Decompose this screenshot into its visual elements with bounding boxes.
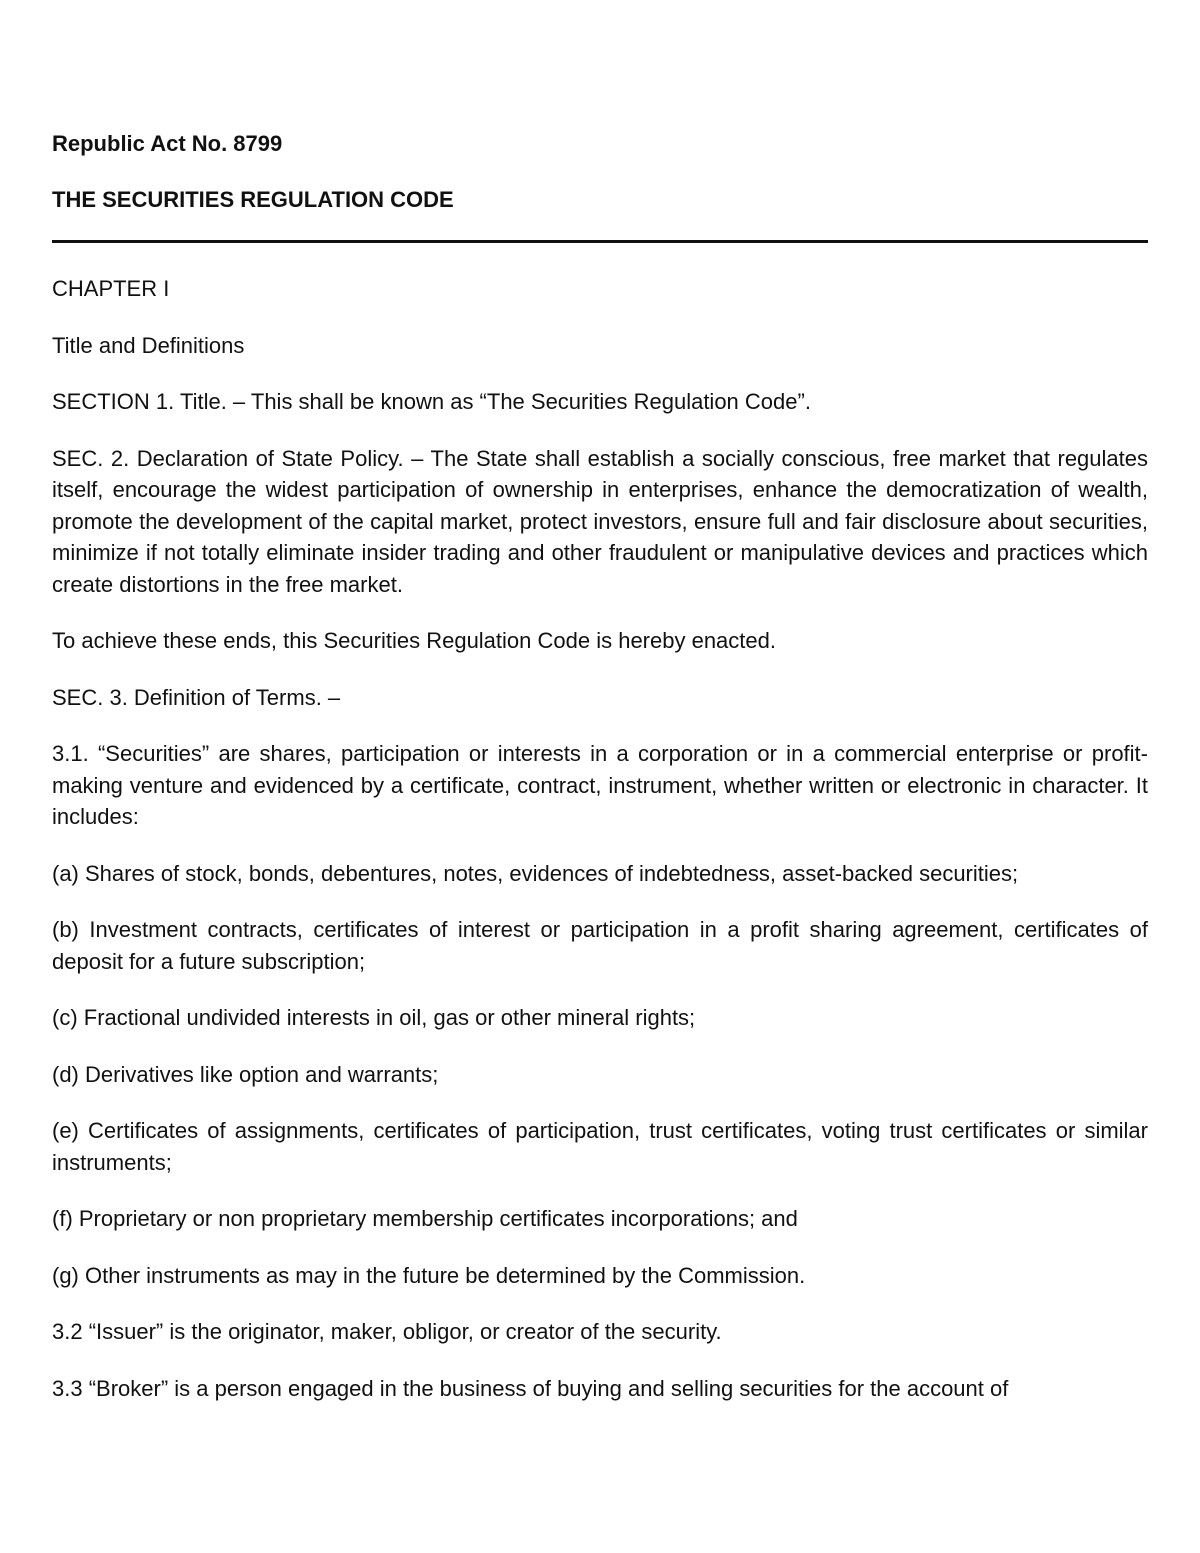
definition-item-e: (e) Certificates of assignments, certificates of participation, trust certificates, voting trust certificates or similar instruments; (52, 1118, 1148, 1175)
act-number-heading: Republic Act No. 8799 (52, 131, 283, 156)
definition-item-a: (a) Shares of stock, bonds, debentures, notes, evidences of indebtedness, asset-backed securities; (52, 860, 1019, 886)
definition-item-c: (c) Fractional undivided interests in oil, gas or other mineral rights; (52, 1005, 696, 1030)
title-divider (52, 240, 1148, 243)
enactment-clause: To achieve these ends, this Securities Regulation Code is hereby enacted. (52, 628, 776, 653)
definition-3-2-issuer: 3.2 “Issuer” is the originator, maker, obligor, or creator of the security. (52, 1319, 722, 1344)
definition-item-f: (f) Proprietary or non proprietary membership certificates incorporations; and (52, 1206, 798, 1231)
section-1-title: SECTION 1. Title. – This shall be known as “The Securities Regulation Code”. (52, 389, 811, 414)
act-title-heading: THE SECURITIES REGULATION CODE (52, 187, 454, 212)
document-page (52, 128, 1148, 1404)
section-2-state-policy: SEC. 2. Declaration of State Policy. – The State shall establish a socially conscious, free market that regulates itself, encourage the widest participation of ownership in enterprises, enhance the democratization of wealth, promote the development of the capital market, protect investors, ensure full and fair disclosure about securities, minimize if not totally eliminate insider trading and other fraudulent or manipulative devices and practices which create distortions in the free market. (52, 445, 1148, 597)
definition-item-b: (b) Investment contracts, certificates of interest or participation in a profit sharing agreement, certificates of deposit for a future subscription; (52, 917, 1148, 974)
definition-item-d: (d) Derivatives like option and warrants; (52, 1061, 439, 1087)
definition-3-1-securities: 3.1. “Securities” are shares, participation or interests in a corporation or in a commercial enterprise or profit-making venture and evidenced by a certificate, contract, instrument, whether written or electronic in character. It includes: (52, 741, 1148, 829)
chapter-heading: CHAPTER I (52, 276, 170, 301)
chapter-title: Title and Definitions (52, 332, 245, 358)
definition-3-3-broker: 3.3 “Broker” is a person engaged in the business of buying and selling securities for the account of (52, 1375, 1009, 1401)
definition-item-g: (g) Other instruments as may in the future be determined by the Commission. (52, 1262, 806, 1288)
section-3-definitions: SEC. 3. Definition of Terms. – (52, 684, 341, 710)
